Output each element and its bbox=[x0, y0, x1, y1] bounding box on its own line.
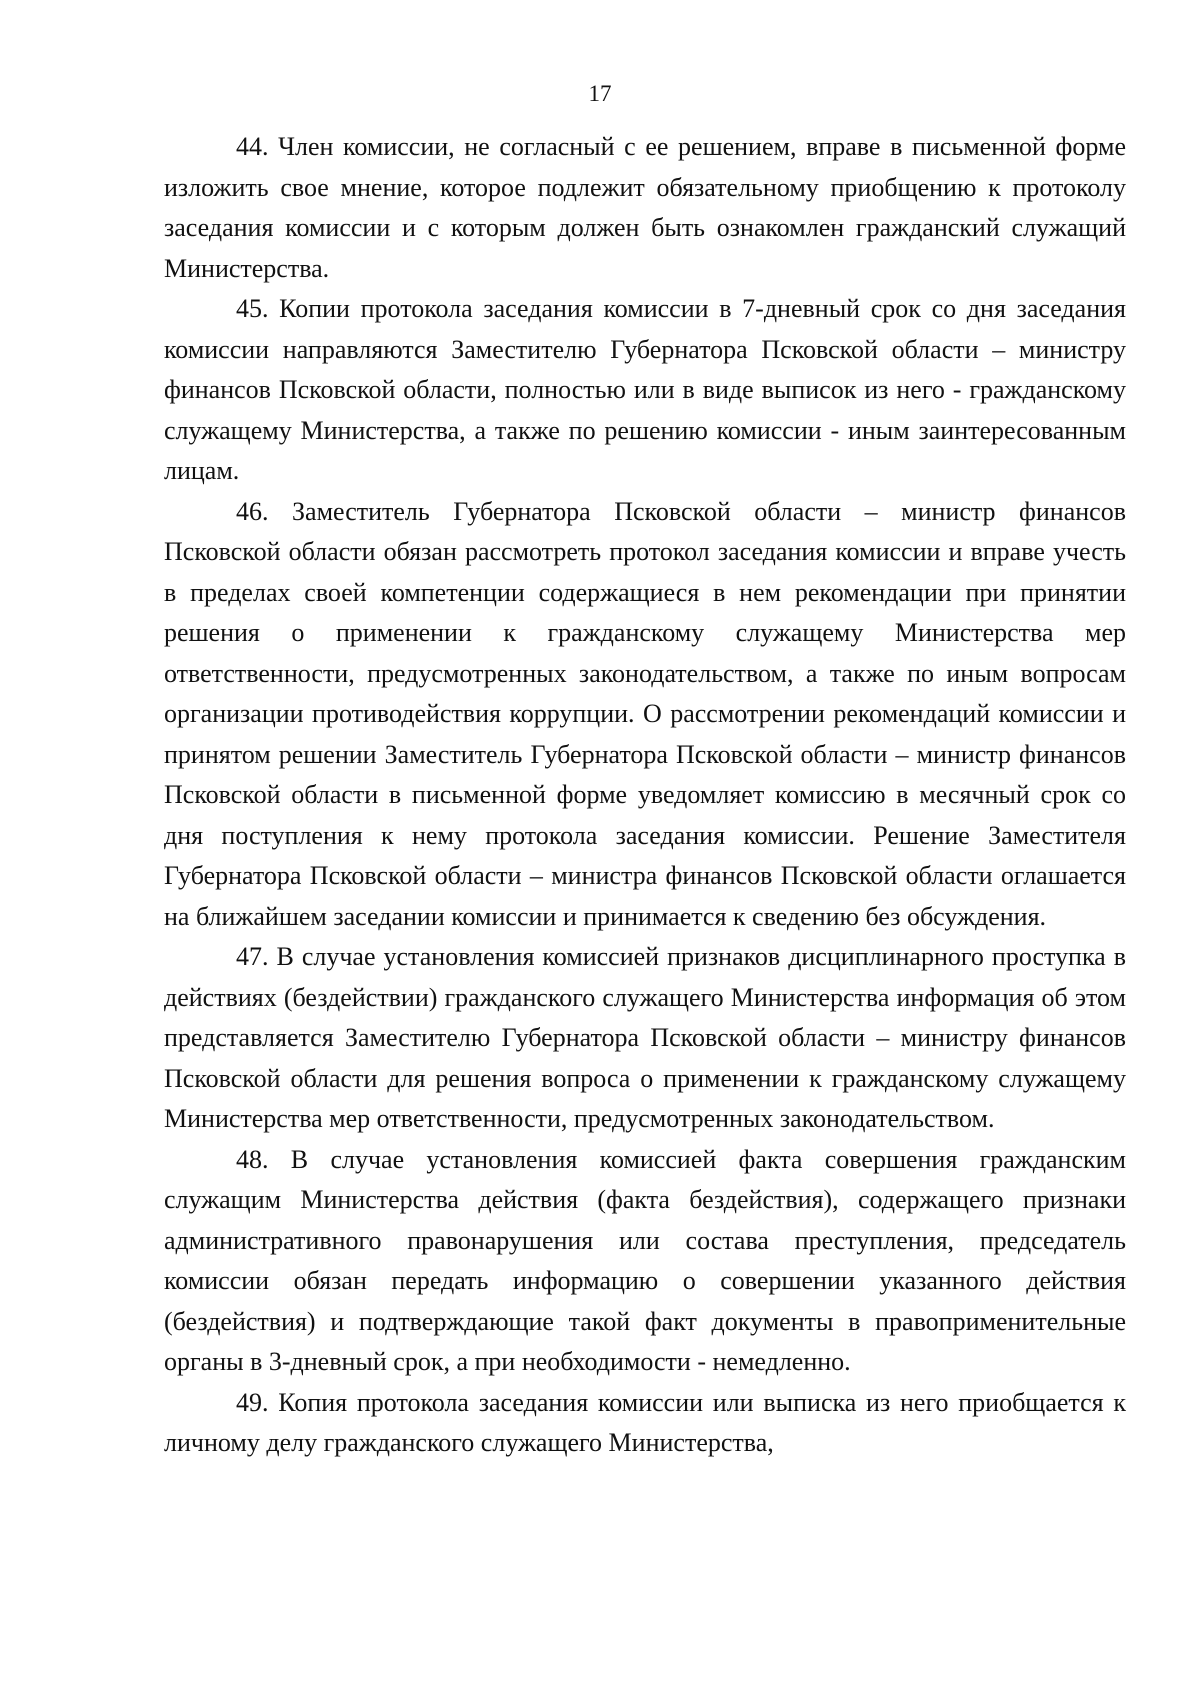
document-body bbox=[164, 127, 1126, 1464]
paragraph-46: 46. Заместитель Губернатора Псковской области – министр финансов Псковской области обязан рассмотреть протокол заседания комиссии и вправе учесть в пределах своей компетенции содержащиеся в нем рекомендации при принятии решения о применении к гражданскому служащему Министерства мер ответственности, предусмотренных законодательством, а также по иным вопросам организации противодействия коррупции. О рассмотрении рекомендаций комиссии и принятом решении Заместитель Губернатора Псковской области – министр финансов Псковской области в письменной форме уведомляет комиссию в месячный срок со дня поступления к нему протокола заседания комиссии. Решение Заместителя Губернатора Псковской области – министра финансов Псковской области оглашается на ближайшем заседании комиссии и принимается к сведению без обсуждения. bbox=[164, 496, 1126, 931]
paragraph-44: 44. Член комиссии, не согласный с ее решением, вправе в письменной форме изложить свое мнение, которое подлежит обязательному приобщению к протоколу заседания комиссии и с которым должен быть ознакомлен гражданский служащий Министерства. bbox=[164, 132, 1126, 283]
paragraph-47: 47. В случае установления комиссией признаков дисциплинарного проступка в действиях (бездействии) гражданского служащего Министерства информация об этом представляется Заместителю Губернатора Псковской области – министру финансов Псковской области для решения вопроса о применении к гражданскому служащему Министерства мер ответственности, предусмотренных законодательством. bbox=[164, 942, 1126, 1133]
page-number: 17 bbox=[588, 81, 612, 106]
paragraph-45: 45. Копии протокола заседания комиссии в 7-дневный срок со дня заседания комиссии направляются Заместителю Губернатора Псковской области – министру финансов Псковской области, полностью или в виде выписок из него - гражданскому служащему Министерства, а также по решению комиссии - иным заинтересованным лицам. bbox=[164, 294, 1126, 485]
paragraph-48: 48. В случае установления комиссией факта совершения гражданским служащим Министерства действия (факта бездействия), содержащего признаки административного правонарушения или состава преступления, председатель комиссии обязан передать информацию о совершении указанного действия (бездействия) и подтверждающие такой факт документы в правоприменительные органы в 3-дневный срок, а при необходимости - немедленно. bbox=[164, 1144, 1126, 1376]
paragraph-49: 49. Копия протокола заседания комиссии или выписка из него приобщается к личному делу гражданского служащего Министерства, bbox=[164, 1387, 1126, 1457]
